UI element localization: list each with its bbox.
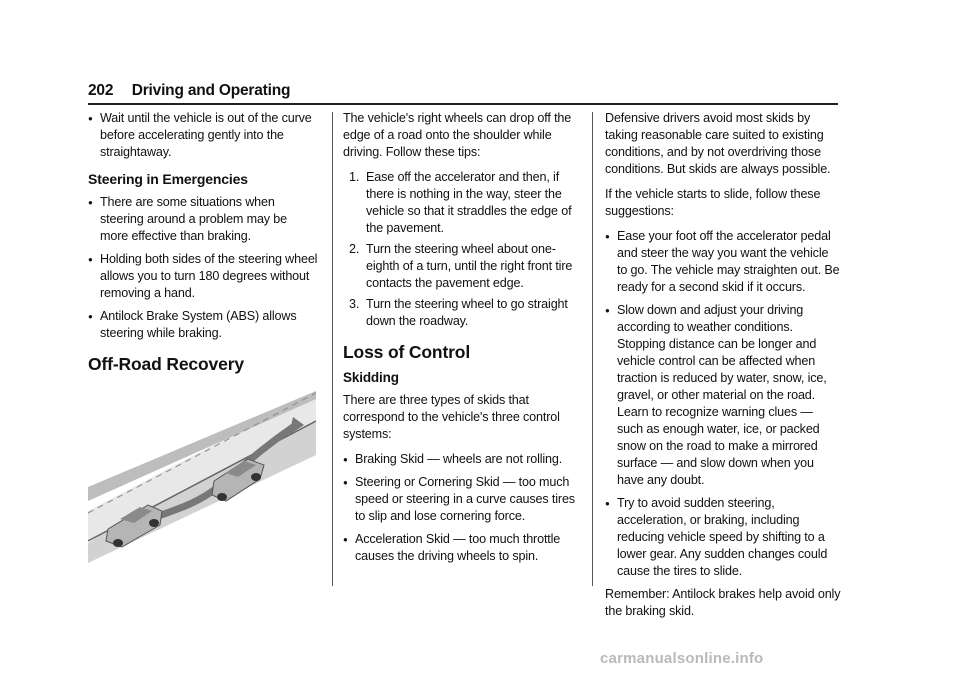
- list-item: 3. Turn the steering wheel to go straight down the roadway.: [349, 297, 568, 328]
- list-item: ● Braking Skid — wheels are not rolling.: [343, 451, 579, 468]
- list-item: ● Holding both sides of the steering wheel allows you to turn 180 degrees without removing a hand.: [88, 251, 318, 302]
- list-item: 1. Ease off the accelerator and then, if there is nothing in the way, steer the vehicle so that it straddles the edge of the pavement.: [349, 170, 572, 235]
- column-3: [605, 110, 841, 628]
- list-item: ● Wait until the vehicle is out of the curve before accelerating gently into the straightaway.: [88, 110, 318, 161]
- offroad-heading: Off-Road Recovery: [88, 354, 244, 374]
- skid-types-list: [343, 451, 579, 565]
- column-divider-2: [592, 112, 593, 586]
- column-divider-1: [332, 112, 333, 586]
- list-item: ● Slow down and adjust your driving according to weather conditions. Stopping distance can be longer and vehicle control can be affected when traction is reduced by water, snow, ice, gravel, or other material on the road. Learn to recognize warning clues — such as enough water, ice, or packed snow on the road to make a mirrored surface — and slow down when you have any doubt.: [605, 302, 841, 489]
- slide-suggestions-list: [605, 228, 841, 580]
- list-item: 2. Turn the steering wheel about one-eighth of a turn, until the right front tire contacts the pavement edge.: [349, 242, 573, 290]
- recovery-steps: [343, 169, 579, 330]
- column-2: [343, 110, 579, 571]
- list-item: ● Acceleration Skid — too much throttle causes the driving wheels to spin.: [343, 531, 579, 565]
- steering-bullet-list: [88, 194, 318, 342]
- watermark: carmanualsonline.info: [600, 650, 764, 667]
- page-number: 202: [88, 82, 114, 99]
- list-item: ● Steering or Cornering Skid — too much speed or steering in a curve causes tires to slip and lose cornering force.: [343, 474, 579, 525]
- list-item: ● Antilock Brake System (ABS) allows steering while braking.: [88, 308, 318, 342]
- section-title: Driving and Operating: [131, 82, 291, 99]
- list-item: ● There are some situations when steering around a problem may be more effective than braking.: [88, 194, 318, 245]
- defensive-paragraph: Defensive drivers avoid most skids by taking reasonable care suited to existing conditions, and by not overdriving those conditions. But skids are always possible.: [605, 111, 831, 176]
- page-header: [88, 82, 838, 104]
- header-rule: [88, 103, 838, 105]
- column-1: [88, 110, 318, 563]
- closing-remark: Remember: Antilock brakes help avoid only the braking skid.: [605, 587, 841, 618]
- offroad-intro: The vehicle's right wheels can drop off the edge of a road onto the shoulder while driving. Follow these tips:: [343, 111, 572, 159]
- offroad-recovery-illustration: [88, 391, 316, 563]
- list-item: ● Ease your foot off the accelerator pedal and steer the way you want the vehicle to go. The vehicle may straighten out. Be ready for a second skid if it occurs.: [605, 228, 841, 296]
- slide-intro: If the vehicle starts to slide, follow these suggestions:: [605, 187, 821, 218]
- list-item: ● Try to avoid sudden steering, acceleration, or braking, including reducing vehicle speed by shifting to a lower gear. Any sudden changes could cause the tires to slide.: [605, 495, 841, 580]
- road-illustration-svg: [88, 391, 316, 563]
- loss-of-control-heading: Loss of Control: [343, 342, 471, 362]
- skid-intro: There are three types of skids that correspond to the vehicle's three control systems:: [343, 393, 560, 441]
- steering-heading: Steering in Emergencies: [88, 171, 248, 187]
- skidding-heading: Skidding: [343, 370, 399, 385]
- intro-bullet-list: [88, 110, 318, 161]
